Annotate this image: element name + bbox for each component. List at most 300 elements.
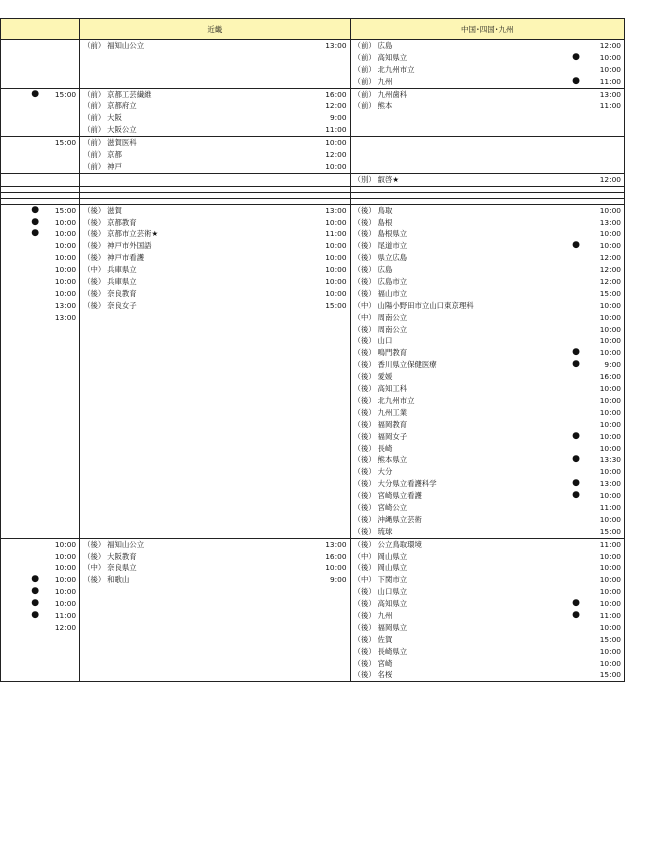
university-name: 愛媛 [377, 372, 393, 382]
university-name: 熊本 [377, 101, 393, 111]
announcement-time: 12:00 [599, 41, 621, 50]
university-name: 山口 [377, 336, 393, 346]
exam-type-prefix: （前） [83, 138, 106, 148]
university-name: 大分 [377, 467, 393, 477]
announcement-time: 10:00 [599, 300, 621, 310]
university-name: 福知山公立 [107, 539, 145, 549]
announcement-time: 11:00 [54, 610, 77, 620]
university-name: 大阪公立 [107, 125, 137, 135]
schedule-entry [351, 335, 624, 347]
schedule-entry [80, 89, 349, 101]
schedule-entry [351, 431, 624, 443]
schedule-entry [80, 124, 349, 136]
schedule-entry [351, 610, 624, 622]
exam-type-prefix: （後） [83, 253, 106, 263]
university-name: 和歌山 [107, 575, 130, 585]
announcement-time: 10:00 [325, 253, 347, 263]
university-name: 神戸市看護 [107, 253, 145, 263]
announcement-time: 15:00 [325, 300, 347, 310]
schedule-block [1, 204, 625, 538]
schedule-entry [80, 205, 349, 217]
university-name: 福知山公立 [107, 41, 145, 50]
university-name: 長崎県立 [377, 646, 408, 656]
announcement-time: 12:00 [325, 101, 347, 111]
schedule-entry [351, 264, 624, 276]
exam-type-prefix: （後） [353, 372, 376, 382]
announcement-time: 10:00 [54, 575, 77, 585]
exam-type-prefix: （中） [353, 575, 376, 585]
kinki-cell [80, 204, 350, 538]
announcement-time: 11:00 [599, 76, 621, 86]
exam-type-prefix: （後） [353, 431, 376, 441]
university-name: 広島市立 [377, 277, 408, 287]
schedule-entry [351, 100, 624, 112]
announcement-time: 10:00 [599, 658, 621, 668]
announcement-time: 9:00 [329, 113, 347, 123]
exam-type-prefix: （後） [353, 455, 376, 465]
schedule-entry [351, 228, 624, 240]
university-name: 福山市立 [377, 288, 408, 298]
schedule-entry [351, 658, 624, 670]
schedule-entry [1, 276, 79, 288]
exam-type-prefix: （前） [353, 76, 376, 86]
university-name: 大分県立看護科学 [377, 479, 437, 489]
university-name: 九州工業 [377, 407, 408, 417]
schedule-entry [1, 551, 79, 563]
header-chugoku-shikoku-kyushu: 中国･四国･九州 [350, 19, 624, 40]
kinki-cell [80, 137, 350, 174]
schedule-entry [351, 217, 624, 229]
dot-mark-icon: ● [31, 609, 40, 620]
dot-mark-icon: ● [31, 216, 40, 227]
university-name: 福岡教育 [377, 419, 408, 429]
dot-mark-icon: ● [572, 359, 580, 370]
schedule-entry [351, 586, 624, 598]
exam-type-prefix: （後） [353, 491, 376, 501]
exam-type-prefix: （後） [353, 658, 376, 668]
schedule-entry [80, 100, 349, 112]
schedule-block [1, 173, 625, 186]
schedule-entry [1, 217, 79, 229]
chugoku-cell [350, 173, 624, 186]
announcement-time: 11:00 [599, 610, 621, 620]
schedule-entry [351, 574, 624, 586]
schedule-entry [80, 562, 349, 574]
university-name: 岡山県立 [377, 551, 408, 561]
university-name: 琉球 [377, 526, 393, 536]
announcement-time: 11:00 [599, 539, 621, 549]
university-name: 長崎 [377, 443, 393, 453]
schedule-entry [1, 228, 79, 240]
exam-type-prefix: （後） [353, 360, 376, 370]
schedule-sheet [0, 18, 625, 682]
exam-type-prefix: （後） [353, 646, 376, 656]
schedule-entry [1, 574, 79, 586]
announcement-time: 10:00 [54, 599, 77, 609]
schedule-entry [351, 240, 624, 252]
exam-type-prefix: （中） [83, 265, 106, 275]
dot-mark-icon: ● [572, 490, 580, 501]
schedule-entry [351, 52, 624, 64]
announcement-time: 15:00 [599, 288, 621, 298]
exam-type-prefix: （前） [353, 41, 376, 50]
announcement-time: 10:00 [54, 551, 77, 561]
exam-type-prefix: （後） [83, 277, 106, 287]
announcement-time: 15:00 [599, 526, 621, 536]
announcement-time: 13:30 [599, 455, 621, 465]
announcement-time: 10:00 [325, 288, 347, 298]
schedule-entry [80, 228, 349, 240]
university-name: 尾道市立 [377, 241, 408, 251]
exam-type-prefix: （中） [83, 563, 106, 573]
schedule-entry [351, 383, 624, 395]
university-name: 京都府立 [107, 101, 137, 111]
schedule-entry [351, 466, 624, 478]
university-name: 神戸 [107, 161, 122, 171]
exam-type-prefix: （後） [353, 205, 376, 215]
schedule-entry [80, 252, 349, 264]
header-kinki: 近畿 [80, 19, 350, 40]
dot-mark-icon: ● [31, 586, 40, 597]
dot-mark-icon: ● [572, 598, 580, 609]
dot-mark-icon: ● [31, 598, 40, 609]
announcement-time: 11:00 [325, 125, 347, 135]
exam-type-prefix: （中） [353, 300, 376, 310]
exam-type-prefix: （前） [83, 41, 106, 50]
university-name: 宮崎公立 [377, 502, 408, 512]
university-name: 北九州市立 [377, 64, 415, 74]
announcement-time: 10:00 [599, 241, 621, 251]
schedule-block [1, 538, 625, 682]
schedule-entry [351, 89, 624, 101]
exam-type-prefix: （後） [83, 288, 106, 298]
left-region-cell [1, 538, 80, 682]
schedule-body [1, 40, 625, 682]
chugoku-cell [350, 40, 624, 89]
announcement-time: 10:00 [54, 539, 77, 549]
schedule-entry [351, 40, 624, 52]
chugoku-cell [350, 88, 624, 137]
announcement-time: 10:00 [54, 277, 77, 287]
schedule-entry [351, 276, 624, 288]
schedule-entry [351, 395, 624, 407]
announcement-time: 10:00 [599, 384, 621, 394]
university-name: 香川県立保健医療 [377, 360, 437, 370]
announcement-time: 10:00 [599, 52, 621, 62]
university-name: 鳴門教育 [377, 348, 408, 358]
announcement-time: 10:00 [325, 265, 347, 275]
university-name: 県立広島 [377, 253, 408, 263]
announcement-time: 10:00 [599, 64, 621, 74]
schedule-entry [80, 112, 349, 124]
exam-type-prefix: （前） [83, 150, 106, 160]
announcement-time: 10:00 [54, 288, 77, 298]
schedule-block [1, 40, 625, 89]
announcement-time: 10:00 [599, 229, 621, 239]
announcement-time: 10:00 [599, 551, 621, 561]
dot-mark-icon: ● [572, 75, 580, 86]
schedule-entry [351, 359, 624, 371]
university-name: 広島 [377, 265, 393, 275]
university-name: 宮崎県立看護 [377, 491, 422, 501]
exam-type-prefix: （前） [83, 89, 106, 99]
announcement-time: 10:00 [599, 312, 621, 322]
schedule-entry [351, 205, 624, 217]
dot-mark-icon: ● [572, 51, 580, 62]
university-name: 熊本県立 [377, 455, 408, 465]
dot-mark-icon: ● [572, 347, 580, 358]
left-region-cell [1, 173, 80, 186]
announcement-time: 10:00 [54, 217, 77, 227]
schedule-entry [351, 64, 624, 76]
announcement-time: 15:00 [54, 138, 77, 148]
dot-mark-icon: ● [31, 574, 40, 585]
exam-type-prefix: （後） [353, 217, 376, 227]
exam-type-prefix: （前） [83, 101, 106, 111]
chugoku-cell [350, 204, 624, 538]
university-name: 岡山県立 [377, 563, 408, 573]
university-name: 山口県立 [377, 587, 408, 597]
schedule-entry [80, 574, 349, 586]
left-region-cell [1, 137, 80, 174]
schedule-entry [80, 539, 349, 551]
exam-type-prefix: （後） [353, 514, 376, 524]
announcement-time: 11:00 [599, 101, 621, 111]
schedule-entry [1, 300, 79, 312]
announcement-time: 10:00 [599, 467, 621, 477]
announcement-time: 11:00 [599, 502, 621, 512]
schedule-entry [80, 40, 349, 52]
announcement-time: 10:00 [599, 336, 621, 346]
exam-type-prefix: （後） [353, 336, 376, 346]
announcement-time: 13:00 [325, 205, 347, 215]
schedule-entry [351, 407, 624, 419]
schedule-entry [1, 252, 79, 264]
schedule-block [1, 88, 625, 137]
announcement-time: 10:00 [599, 599, 621, 609]
announcement-time: 13:00 [325, 41, 347, 50]
university-name: 高知工科 [377, 384, 408, 394]
schedule-entry [80, 276, 349, 288]
exam-type-prefix: （後） [353, 634, 376, 644]
dot-mark-icon: ● [572, 478, 580, 489]
exam-type-prefix: （後） [353, 253, 376, 263]
exam-type-prefix: （後） [353, 348, 376, 358]
schedule-entry [80, 149, 349, 161]
university-name: 九州 [377, 76, 393, 86]
university-name: 福岡女子 [377, 431, 408, 441]
exam-type-prefix: （後） [83, 575, 106, 585]
exam-type-prefix: （後） [353, 229, 376, 239]
announcement-time: 9:00 [329, 575, 347, 585]
schedule-entry [1, 586, 79, 598]
dot-mark-icon: ● [572, 454, 580, 465]
schedule-entry [351, 76, 624, 88]
university-name: 奈良教育 [107, 288, 137, 298]
announcement-time: 10:00 [599, 205, 621, 215]
announcement-time: 10:00 [54, 265, 77, 275]
schedule-entry [80, 551, 349, 563]
left-region-cell [1, 40, 80, 89]
schedule-entry [351, 539, 624, 551]
announcement-time: 10:00 [54, 229, 77, 239]
schedule-entry [351, 634, 624, 646]
university-name: 島根 [377, 217, 393, 227]
university-name: 奈良県立 [107, 563, 137, 573]
exam-type-prefix: （後） [353, 265, 376, 275]
schedule-entry [351, 312, 624, 324]
announcement-time: 10:00 [325, 241, 347, 251]
schedule-entry [80, 240, 349, 252]
exam-type-prefix: （後） [353, 526, 376, 536]
exam-type-prefix: （後） [83, 539, 106, 549]
exam-type-prefix: （後） [353, 622, 376, 632]
announcement-time: 10:00 [325, 563, 347, 573]
schedule-entry [1, 288, 79, 300]
exam-type-prefix: （後） [353, 479, 376, 489]
schedule-entry [351, 646, 624, 658]
announcement-time: 15:00 [54, 89, 77, 99]
schedule-entry [351, 490, 624, 502]
schedule-entry [1, 137, 79, 149]
schedule-entry [351, 502, 624, 514]
university-name: 福岡県立 [377, 622, 408, 632]
schedule-entry [80, 288, 349, 300]
university-name: 叡啓★ [377, 174, 399, 184]
university-name: 下関市立 [377, 575, 408, 585]
university-name: 奈良女子 [107, 300, 137, 310]
university-name: 滋賀医科 [107, 138, 137, 148]
announcement-time: 9:00 [604, 360, 621, 370]
schedule-entry [1, 240, 79, 252]
exam-type-prefix: （後） [353, 443, 376, 453]
exam-type-prefix: （前） [353, 101, 376, 111]
university-name: 京都工芸繊維 [107, 89, 152, 99]
kinki-cell [80, 40, 350, 89]
university-name: 京都市立芸術★ [107, 229, 159, 239]
announcement-time: 10:00 [325, 277, 347, 287]
announcement-time: 10:00 [54, 587, 77, 597]
announcement-time: 10:00 [54, 563, 77, 573]
announcement-time: 10:00 [599, 324, 621, 334]
university-name: 九州歯科 [377, 89, 408, 99]
exam-type-prefix: （後） [83, 551, 106, 561]
announcement-time: 10:00 [599, 491, 621, 501]
exam-type-prefix: （後） [353, 395, 376, 405]
announcement-time: 10:00 [599, 395, 621, 405]
university-name: 公立鳥取環境 [377, 539, 422, 549]
schedule-table [0, 18, 625, 682]
left-region-cell [1, 204, 80, 538]
exam-type-prefix: （後） [83, 300, 106, 310]
university-name: 兵庫県立 [107, 277, 137, 287]
schedule-entry [351, 443, 624, 455]
schedule-entry [80, 137, 349, 149]
dot-mark-icon: ● [31, 228, 40, 239]
university-name: 大阪教育 [107, 551, 137, 561]
announcement-time: 10:00 [599, 575, 621, 585]
university-name: 広島 [377, 41, 393, 50]
announcement-time: 10:00 [325, 217, 347, 227]
announcement-time: 10:00 [599, 431, 621, 441]
announcement-time: 10:00 [54, 253, 77, 263]
exam-type-prefix: （後） [353, 288, 376, 298]
announcement-time: 10:00 [599, 646, 621, 656]
exam-type-prefix: （前） [83, 125, 106, 135]
dot-mark-icon: ● [572, 430, 580, 441]
exam-type-prefix: （後） [353, 502, 376, 512]
announcement-time: 13:00 [325, 539, 347, 549]
university-name: 高知県立 [377, 52, 408, 62]
announcement-time: 12:00 [325, 150, 347, 160]
announcement-time: 13:00 [599, 479, 621, 489]
announcement-time: 10:00 [599, 407, 621, 417]
schedule-entry [80, 161, 349, 173]
schedule-entry [1, 622, 79, 634]
announcement-time: 15:00 [54, 205, 77, 215]
university-name: 周南公立 [377, 312, 408, 322]
announcement-time: 10:00 [599, 419, 621, 429]
dot-mark-icon: ● [31, 88, 40, 99]
announcement-time: 10:00 [599, 443, 621, 453]
announcement-time: 11:00 [325, 229, 347, 239]
exam-type-prefix: （前） [353, 64, 376, 74]
announcement-time: 10:00 [599, 587, 621, 597]
exam-type-prefix: （後） [353, 587, 376, 597]
exam-type-prefix: （後） [353, 241, 376, 251]
university-name: 神戸市外国語 [107, 241, 152, 251]
announcement-time: 16:00 [325, 89, 347, 99]
announcement-time: 10:00 [325, 138, 347, 148]
exam-type-prefix: （後） [353, 610, 376, 620]
dot-mark-icon: ● [572, 609, 580, 620]
announcement-time: 10:00 [599, 348, 621, 358]
schedule-entry [1, 610, 79, 622]
chugoku-cell [350, 538, 624, 682]
university-name: 佐賀 [377, 634, 393, 644]
announcement-time: 16:00 [599, 372, 621, 382]
announcement-time: 13:00 [599, 89, 621, 99]
announcement-time: 12:00 [599, 174, 621, 184]
university-name: 兵庫県立 [107, 265, 137, 275]
schedule-entry [351, 562, 624, 574]
exam-type-prefix: （中） [353, 312, 376, 322]
exam-type-prefix: （前） [353, 52, 376, 62]
announcement-time: 15:00 [599, 670, 621, 680]
schedule-entry [351, 419, 624, 431]
university-name: 京都 [107, 150, 122, 160]
schedule-entry [351, 514, 624, 526]
exam-type-prefix: （前） [83, 113, 106, 123]
schedule-block [1, 137, 625, 174]
header-row [1, 19, 625, 40]
schedule-entry [351, 478, 624, 490]
university-name: 京都教育 [107, 217, 137, 227]
schedule-entry [1, 264, 79, 276]
schedule-entry [1, 539, 79, 551]
schedule-entry [1, 312, 79, 324]
schedule-entry [351, 454, 624, 466]
schedule-entry [1, 89, 79, 101]
exam-type-prefix: （後） [353, 407, 376, 417]
exam-type-prefix: （後） [353, 467, 376, 477]
schedule-entry [80, 264, 349, 276]
schedule-entry [351, 174, 624, 186]
exam-type-prefix: （後） [353, 670, 376, 680]
schedule-entry [351, 347, 624, 359]
university-name: 高知県立 [377, 599, 408, 609]
university-name: 周南公立 [377, 324, 408, 334]
